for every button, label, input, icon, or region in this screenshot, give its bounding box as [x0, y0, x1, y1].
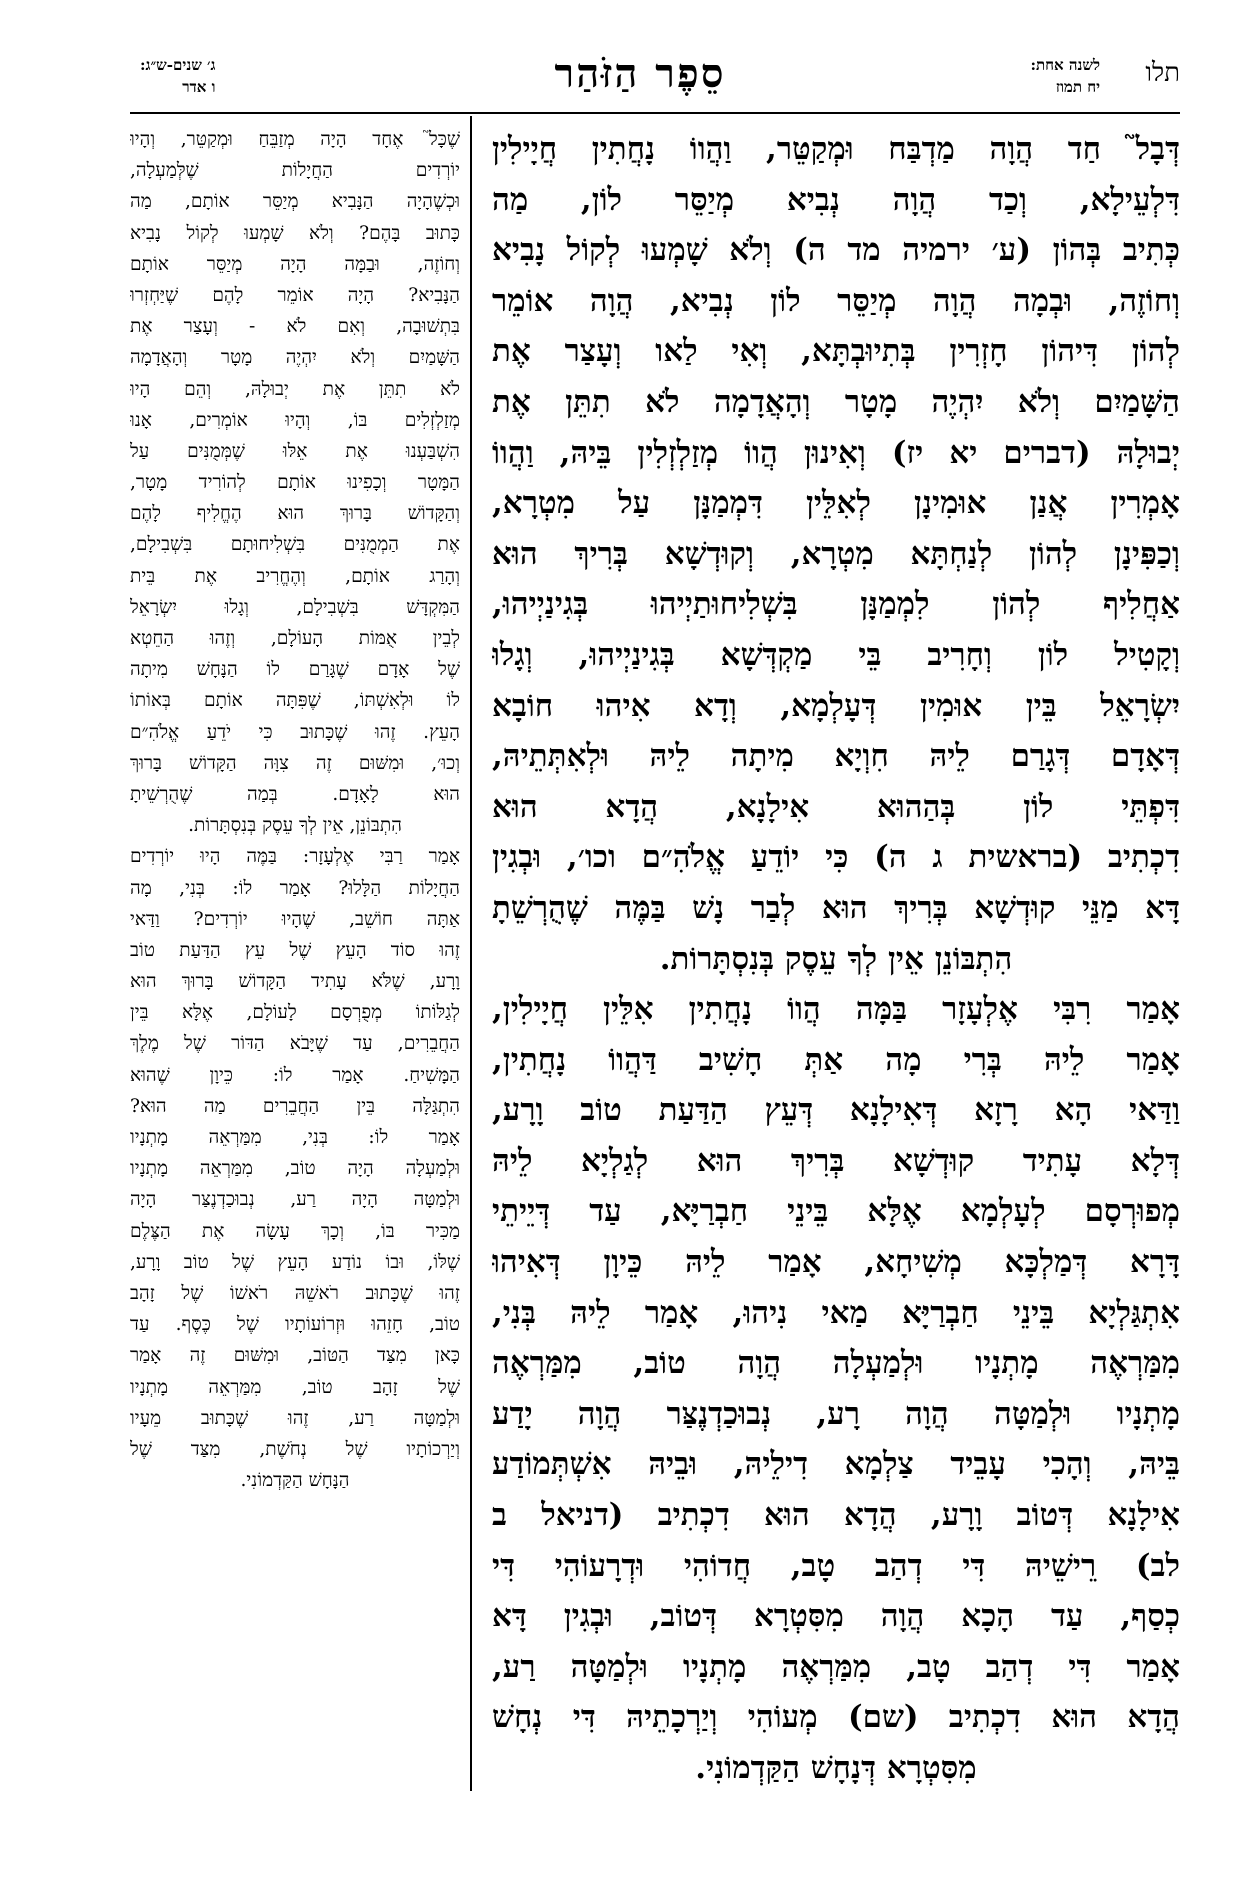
text-line: הַשָּׁמַיִם וְלֹא יִהְיֶה מָטָר וְהָאֲדָמָה לֹא תִתֵּן אֶת: [492, 383, 1180, 420]
text-line: וָרָע, שֶׁלֹּא עָתִיד הַקָּדוֹשׁ בָּרוּךְ הוּא: [130, 971, 460, 993]
text-line: וְהָרַג אוֹתָם, וְהֶחֱרִיב אֶת בֵּית: [130, 565, 460, 587]
text-line: הַמִּקְדָּשׁ בִּשְׁבִילָם, וְגָלוּ יִשְׂרָאֵל: [130, 596, 460, 618]
text-line: שֶׁכָּל֮ אֶחָד הָיָה מְזַבֵּחַ וּמְקַטֵּר, וְהָיוּ: [130, 129, 460, 150]
text-line: הוּא לָאָדָם. בְּמַה שֶׁהֻרְשֵׁיתָ: [130, 783, 460, 805]
text-line: בֵּיהּ, וְהָכִי עָבֵיד צַלְמָא דִילֵיהּ, וּבֵיהּ אִשְׁתְּמוֹדַע: [492, 1446, 1180, 1483]
text-line: שֶׁלּוֹ, וּבוֹ נוֹדַע הָעֵץ שֶׁל טוֹב וָרָע,: [130, 1251, 460, 1273]
text-line: הָעֵץ. זֶהוּ שֶׁכָּתוּב כִּי יֹדֵעַ אֱלֹהִ״ם: [130, 721, 460, 743]
text-line: אָמַר לֵיהּ בְּרִי מָה אַתְּ חָשִׁיב דַּהֲווֹ נָחֲתִין,: [492, 1041, 1180, 1078]
text-line: אִילָנָא דְּטוֹב וָרָע, הֲדָא הוּא דִכְתִיב (דניאל ב: [492, 1497, 1180, 1534]
text-line: מִסִּטְרָא דְּנָחָשׁ הַקַּדְמוֹנִי.: [695, 1750, 977, 1786]
column-divider: [470, 116, 472, 1791]
text-line: אִתְגַּלְיָא בֵּינֵי חַבְרַיָּא מַאי נִיהוּ, אָמַר לֵיהּ בְּנִי,: [492, 1294, 1180, 1331]
text-line: מְזַלְזְלִים בּוֹ, וְהָיוּ אוֹמְרִים, אָנוּ: [130, 409, 460, 431]
text-line: כְסַף, עַד הָכָא הֲוָה מִסִּטְרָא דְּטוֹב, וּבְגִין דָּא: [492, 1598, 1180, 1635]
text-line: מָתְנָיו וּלְמַטָּה הֲוָה רָע, נְבוּכַדְנֶצַּר הֲוָה יָדַע: [492, 1395, 1180, 1432]
text-line: טוֹב, חָזֵהוּ וּזְרוֹעוֹתָיו שֶׁל כֶּסֶף. עַד: [130, 1314, 460, 1336]
text-line: הִתְבּוֹנֵן, אֵין לְךָ עֵסֶק בְּנִסְתָּרוֹת.: [188, 815, 402, 837]
text-line: וּלְמַעְלָה הָיָה טוֹב, מִמַּרְאֵה מָתְנָיו: [130, 1158, 460, 1180]
text-line: הַנָּבִיא? הָיָה אוֹמֵר לָהֶם שֶׁיַּחְזְרוּ: [130, 284, 460, 306]
text-line: דִכְתִיב (בראשית ג ה) כִּי יוֹדֵעַ אֱלֹהִ״ם וכו׳, וּבְגִין: [492, 839, 1180, 876]
text-line: וְכַפִּינָן לְהוֹן לְנַחְתָּא מִטְרָא, וְקוּדְשָׁא בְּרִיךְ הוּא: [492, 535, 1180, 572]
text-line: אָמַר רַבִּי אֶלְעָזָר: בַּמֶּה הָיוּ יוֹרְדִים: [130, 846, 460, 868]
text-line: אַתָּה חוֹשֵׁב, שֶׁהָיוּ יוֹרְדִים? וַדַּאי: [130, 908, 460, 930]
book-title: סֵפֶר הַזֹּהַר: [554, 50, 726, 97]
text-line: כָּאן מִצַּד הַטּוֹב, וּמִשּׁוּם זֶה אָמַר: [130, 1345, 460, 1367]
text-line: לב) רֵישֵׁיהּ דִּי דְהַב טָב, חֲדוֹהִי וּדְרָעוֹהִי דִּי: [492, 1547, 1180, 1584]
text-line: שֶׁל אָדָם שֶׁגָּרַם לוֹ הַנָּחָשׁ מִיתָה: [130, 659, 460, 681]
text-line: דְּאָדָם דְּגָרַם לֵיהּ חִוְיָא מִיתָה לֵיהּ וּלְאִתְּתֵיהּ,: [492, 738, 1180, 775]
text-line: אֶת הַמְמֻנִּים בִּשְׁלִיחוּתָם בִּשְׁבִילָם,: [130, 534, 460, 556]
text-line: הַחֲיָלוֹת הַלָּלוּ? אָמַר לוֹ: בְּנִי, מָה: [130, 877, 460, 899]
text-line: לְהוֹן דִּיהוֹן חָזְרִין בְּתִיוּבְתָּא, וְאִי לַאו וְעָצַר אֶת: [492, 333, 1180, 370]
hebrew-translation-column: [130, 124, 460, 1496]
text-line: לְבֵין אֻמּוֹת הָעוֹלָם, וְזֶהוּ הַחֵטְא: [130, 628, 460, 649]
three-year-line-2: ו אדר: [182, 78, 216, 96]
page-number: תלו: [1145, 58, 1180, 88]
text-line: וְחוֹזֶה, וּבְמָה הֲוָה מְיַסֵּר לוֹן נְבִיא, הֲוָה אוֹמֵר: [492, 282, 1180, 319]
text-line: הִתְגַּלָּה בֵּין הַחֲבֵרִים מַה הוּא?: [130, 1095, 460, 1117]
text-line: לְגַלּוֹתוֹ מְפֻרְסָם לָעוֹלָם, אֶלָּא בֵּין: [130, 1002, 460, 1024]
text-line: וְכוּ׳, וּמִשּׁוּם זֶה צִוָּה הַקָּדוֹשׁ בָּרוּךְ: [130, 752, 460, 774]
text-line: אַחֲלִיף לְהוֹן לִמְמַנָּן בִּשְׁלִיחוּתַיְיהוּ בְּגִינַיְיהוּ,: [492, 586, 1180, 623]
text-line: לֹא תִתֵּן אֶת יְבוּלָהּ, וְהֵם הָיוּ: [130, 378, 460, 400]
text-line: הֲדָא הוּא דִכְתִיב (שם) מְעוֹהִי וְיַרְכָתֵיהּ דִּי נְחָשׁ: [492, 1699, 1180, 1736]
text-line: אָמַר דִּי דְהַב טָב, מִמַּרְאֶה מָתְנָיו וּלְמַטָּה רַע,: [492, 1648, 1180, 1685]
text-line: הַחֲבֵרִים, עַד שֶׁיָּבֹא הַדּוֹר שֶׁל מֶלֶךְ: [130, 1033, 460, 1055]
text-line: וְחוֹזֶה, וּבַמָּה הָיָה מְיַסֵּר אוֹתָם: [130, 253, 460, 275]
text-line: זֶהוּ שֶׁכָּתוּב רֹאשֵׁהּ רֹאשׁוֹ שֶׁל זָהָב: [130, 1282, 460, 1304]
text-line: וּלְמַטָּה הָיָה רַע, נְבוּכַדְנֶצַּר הָיָה: [130, 1189, 460, 1211]
aramaic-text-column: [492, 124, 1180, 1794]
text-line: הַמָּטָר וְכָפִינוּ אוֹתָם לְהוֹרִיד מָטָר,: [130, 472, 460, 494]
text-line: אָמַר לוֹ: בְּנִי, מִמַּרְאֵה מָתְנָיו: [130, 1127, 460, 1148]
text-line: וְיַרְכוֹתָיו שֶׁל נְחֹשֶׁת, מִצַּד שֶׁל: [130, 1438, 460, 1460]
text-line: דָּא מַנֵּי קוּדְשָׁא בְּרִיךְ הוּא לְבַר נָשׁ בַּמֶּה שֶׁהֻרְשֵׁתָ: [492, 889, 1180, 926]
three-year-study-label: [140, 54, 215, 98]
text-line: הִשְׁבַּעְנוּ אֶת אֵלּוּ שֶׁמְּמֻנִּים עַל: [130, 440, 460, 462]
text-line: דְּלָא עָתִיד קוּדְשָׁא בְּרִיךְ הוּא לְגַלְיָא לֵיהּ: [492, 1142, 1180, 1179]
text-line: וּלְמַטָּה רַע, זֶהוּ שֶׁכָּתוּב מֵעָיו: [130, 1407, 460, 1429]
text-line: בִּתְשׁוּבָה, וְאִם לֹא - וְעָצַר אֶת: [130, 316, 460, 338]
text-line: וּכְשֶׁהָיָה הַנָּבִיא מְיַסֵּר אוֹתָם, מַה: [130, 191, 460, 213]
text-line: וַדַּאי הָא רָזָא דְּאִילָנָא דְּעֵץ הַדַּעַת טוֹב וָרָע,: [492, 1092, 1180, 1129]
text-line: יִשְׂרָאֵל בֵּין אוּמִין דְּעָלְמָא, וְדָא אִיהוּ חוֹבָא: [492, 687, 1180, 724]
text-line: מִמַּרְאֶה מָתְנָיו וּלְמַעְלָה הֲוָה טוֹב, מִמַּרְאֶה: [492, 1345, 1180, 1382]
text-line: מַכִּיר בּוֹ, וְכָךְ עָשָׂה אֶת הַצֶּלֶם: [130, 1220, 460, 1242]
text-line: שֶׁל זָהָב טוֹב, מִמַּרְאֵה מָתְנָיו: [130, 1376, 460, 1398]
text-line: דָּרָא דְּמַלְכָּא מְשִׁיחָא, אָמַר לֵיהּ כֵּיוָן דְּאִיהוּ: [492, 1244, 1180, 1281]
text-line: יְבוּלָהּ (דברים יא יז) וְאִינוּן הֲווֹ מְזַלְזְלִין בֵּיהּ, וַהֲווֹ: [492, 434, 1180, 471]
page-header: [100, 50, 1180, 110]
daily-study-line-1: לשנה אחת:: [1030, 56, 1100, 74]
text-line: דִּלְעֵילָא, וְכַד הֲוָה נְבִיא מְיַסֵּר לוֹן, מַה: [492, 181, 1180, 218]
text-line: הַשָּׁמַיִם וְלֹא יִהְיֶה מָטָר וְהָאֲדָמָה: [130, 347, 460, 369]
header-rule: [130, 112, 1180, 114]
text-line: הַנָּחָשׁ הַקַּדְמוֹנִי.: [240, 1470, 350, 1492]
text-line: מְפוּרְסָם לְעָלְמָא אֶלָּא בֵּינֵי חַבְרַיָּא, עַד דְּיֵיתֵי: [492, 1193, 1180, 1230]
text-line: וְהַקָּדוֹשׁ בָּרוּךְ הוּא הֶחֱלִיף לָהֶם: [130, 503, 460, 525]
text-line: כְּתִיב בְּהוֹן (ע׳ ירמיה מד ה) וְלֹא שָׁמְעוּ לְקוֹל נָבִיא: [492, 232, 1180, 269]
text-line: דְּבָל֮ חַד הֲוָה מַדְבַּח וּמְקַטֵּר, וַהֲווֹ נָחֲתִין חֲיָילִין: [492, 131, 1180, 167]
text-line: אָמְרִין אֲנַן אוּמִינָן לְאִלֵּין דִּמְמַנָּן עַל מִטְרָא,: [492, 485, 1180, 522]
text-line: לוֹ וּלְאִשְׁתּוֹ, שֶׁפִּתָּה אוֹתָם בְּאוֹתוֹ: [130, 690, 460, 712]
daily-study-line-2: יח תמוז: [1055, 78, 1100, 96]
text-line: הִתְבּוֹנֵן אֵין לְךָ עֵסֶק בְּנִסְתָּרוֹת.: [659, 940, 1013, 977]
text-line: הַמָּשִׁיחַ. אָמַר לוֹ: כֵּיוָן שֶׁהוּא: [130, 1064, 460, 1086]
text-line: יוֹרְדִים הַחֲיָלוֹת שֶׁלְּמַעְלָה,: [130, 160, 460, 182]
three-year-line-1: ג׳ שנים-ש״ג:: [140, 56, 216, 74]
text-line: כָּתוּב בָּהֶם? וְלֹא שָׁמְעוּ לְקוֹל נָבִיא: [130, 222, 460, 244]
text-line: דִּפְתֵּי לוֹן בְּהַהוּא אִילָנָא, הֲדָא הוּא: [492, 788, 1180, 825]
text-line: וְקָטִיל לוֹן וְחָרִיב בֵּי מַקְדְּשָׁא בְּגִינַיְיהוּ, וְגָלוּ: [492, 636, 1180, 673]
text-line: אָמַר רִבִּי אֶלְעָזָר בַּמָּה הֲווֹ נָחֲתִין אִלֵּין חֲיָילִין,: [492, 991, 1180, 1028]
text-line: זֶהוּ סוֹד הָעֵץ שֶׁל עֵץ הַדַּעַת טוֹב: [130, 939, 460, 961]
